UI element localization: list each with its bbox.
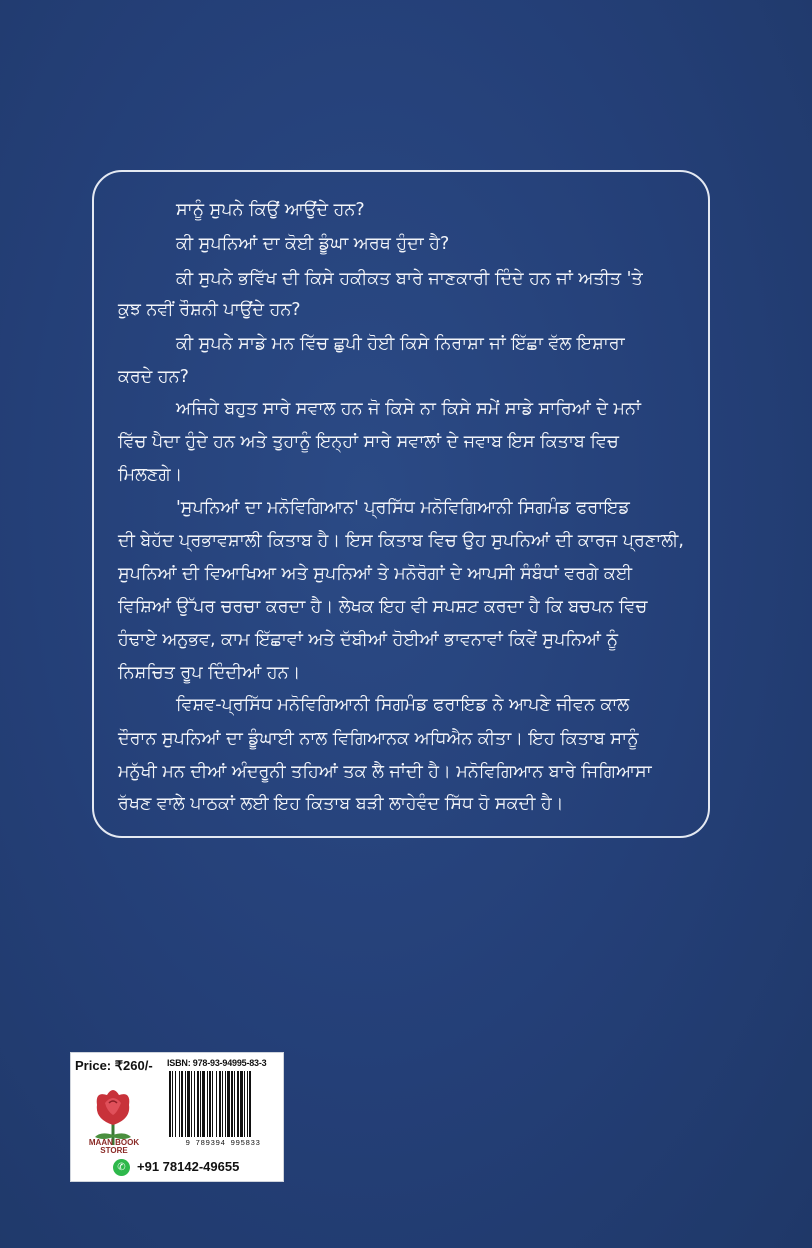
whatsapp-icon: ✆: [113, 1159, 130, 1176]
phone-number: +91 78142-49655: [137, 1159, 240, 1174]
description-line: ਰੱਖਣ ਵਾਲੇ ਪਾਠਕਾਂ ਲਈ ਇਹ ਕਿਤਾਬ ਬੜੀ ਲਾਹੇਵੰਦ ਸਿੱਧ ਹੋ ਸਕਦੀ ਹੈ।: [118, 794, 564, 814]
description-line: ਸਾਨੂੰ ਸੁਪਨੇ ਕਿਉਂ ਆਉਂਦੇ ਹਨ?: [176, 200, 365, 220]
barcode-digits: 9 789394 995833: [185, 1140, 261, 1148]
price-tag: [70, 1052, 284, 1182]
description-line: ਕਰਦੇ ਹਨ?: [118, 367, 189, 387]
description-line: ਕੁਝ ਨਵੀਂ ਰੌਸ਼ਨੀ ਪਾਉਂਦੇ ਹਨ?: [118, 300, 301, 320]
barcode: [167, 1071, 279, 1137]
description-line: ਵਿਸ਼ਵ-ਪ੍ਰਸਿੱਧ ਮਨੋਵਿਗਿਆਨੀ ਸਿਗਮੰਡ ਫਰਾਇਡ ਨੇ ਆਪਣੇ ਜੀਵਨ ਕਾਲ: [176, 695, 630, 715]
description-line: ਹੰਢਾਏ ਅਨੁਭਵ, ਕਾਮ ਇੱਛਾਵਾਂ ਅਤੇ ਦੱਬੀਆਂ ਹੋਈਆਂ ਭਾਵਨਾਵਾਂ ਕਿਵੇਂ ਸੁਪਨਿਆਂ ਨੂੰ: [118, 630, 618, 650]
description-line: ਮਿਲਣਗੇ।: [118, 465, 183, 485]
description-line: ਨਿਸ਼ਚਿਤ ਰੂਪ ਦਿੰਦੀਆਂ ਹਨ।: [118, 663, 301, 683]
description-line: ਸੁਪਨਿਆਂ ਦੀ ਵਿਆਖਿਆ ਅਤੇ ਸੁਪਨਿਆਂ ਤੇ ਮਨੋਰੋਗਾਂ ਦੇ ਆਪਸੀ ਸੰਬੰਧਾਂ ਵਰਗੇ ਕਈ: [118, 564, 633, 584]
publisher-name: MAAN BOOK STORE: [88, 1138, 140, 1155]
price-label: Price: ₹260/-: [75, 1058, 153, 1073]
description-line: ਦੀ ਬੇਹੱਦ ਪ੍ਰਭਾਵਸ਼ਾਲੀ ਕਿਤਾਬ ਹੈ। ਇਸ ਕਿਤਾਬ ਵਿਚ ਉਹ ਸੁਪਨਿਆਂ ਦੀ ਕਾਰਜ ਪ੍ਰਣਾਲੀ,: [118, 531, 684, 551]
isbn-label: ISBN: 978-93-94995-83-3: [167, 1058, 267, 1068]
description-line: ਦੌਰਾਨ ਸੁਪਨਿਆਂ ਦਾ ਡੂੰਘਾਈ ਨਾਲ ਵਿਗਿਆਨਕ ਅਧਿਐਨ ਕੀਤਾ। ਇਹ ਕਿਤਾਬ ਸਾਨੂੰ: [118, 729, 639, 749]
description-line: ਅਜਿਹੇ ਬਹੁਤ ਸਾਰੇ ਸਵਾਲ ਹਨ ਜੋ ਕਿਸੇ ਨਾ ਕਿਸੇ ਸਮੇਂ ਸਾਡੇ ਸਾਰਿਆਂ ਦੇ ਮਨਾਂ: [176, 399, 641, 419]
description-line: ਕੀ ਸੁਪਨੇ ਭਵਿੱਖ ਦੀ ਕਿਸੇ ਹਕੀਕਤ ਬਾਰੇ ਜਾਣਕਾਰੀ ਦਿੰਦੇ ਹਨ ਜਾਂ ਅਤੀਤ 'ਤੇ: [176, 269, 643, 289]
description-line: ਮਨੁੱਖੀ ਮਨ ਦੀਆਂ ਅੰਦਰੂਨੀ ਤਹਿਆਂ ਤਕ ਲੈ ਜਾਂਦੀ ਹੈ। ਮਨੋਵਿਗਿਆਨ ਬਾਰੇ ਜਿਗਿਆਸਾ: [118, 762, 652, 782]
description-line: ਵਿੱਚ ਪੈਦਾ ਹੁੰਦੇ ਹਨ ਅਤੇ ਤੁਹਾਨੂੰ ਇਨ੍ਹਾਂ ਸਾਰੇ ਸਵਾਲਾਂ ਦੇ ਜਵਾਬ ਇਸ ਕਿਤਾਬ ਵਿਚ: [118, 432, 619, 452]
description-line: ਕੀ ਸੁਪਨੇ ਸਾਡੇ ਮਨ ਵਿੱਚ ਛੁਪੀ ਹੋਈ ਕਿਸੇ ਨਿਰਾਸ਼ਾ ਜਾਂ ਇੱਛਾ ਵੱਲ ਇਸ਼ਾਰਾ: [176, 334, 625, 354]
description-line: 'ਸੁਪਨਿਆਂ ਦਾ ਮਨੋਵਿਗਿਆਨ' ਪ੍ਰਸਿੱਧ ਮਨੋਵਿਗਿਆਨੀ ਸਿਗਮੰਡ ਫਰਾਇਡ: [176, 498, 630, 518]
description-line: ਕੀ ਸੁਪਨਿਆਂ ਦਾ ਕੋਈ ਡੂੰਘਾ ਅਰਥ ਹੁੰਦਾ ਹੈ?: [176, 234, 450, 254]
description-line: ਵਿਸ਼ਿਆਂ ਉੱਪਰ ਚਰਚਾ ਕਰਦਾ ਹੈ। ਲੇਖਕ ਇਹ ਵੀ ਸਪਸ਼ਟ ਕਰਦਾ ਹੈ ਕਿ ਬਚਪਨ ਵਿਚ: [118, 597, 648, 617]
